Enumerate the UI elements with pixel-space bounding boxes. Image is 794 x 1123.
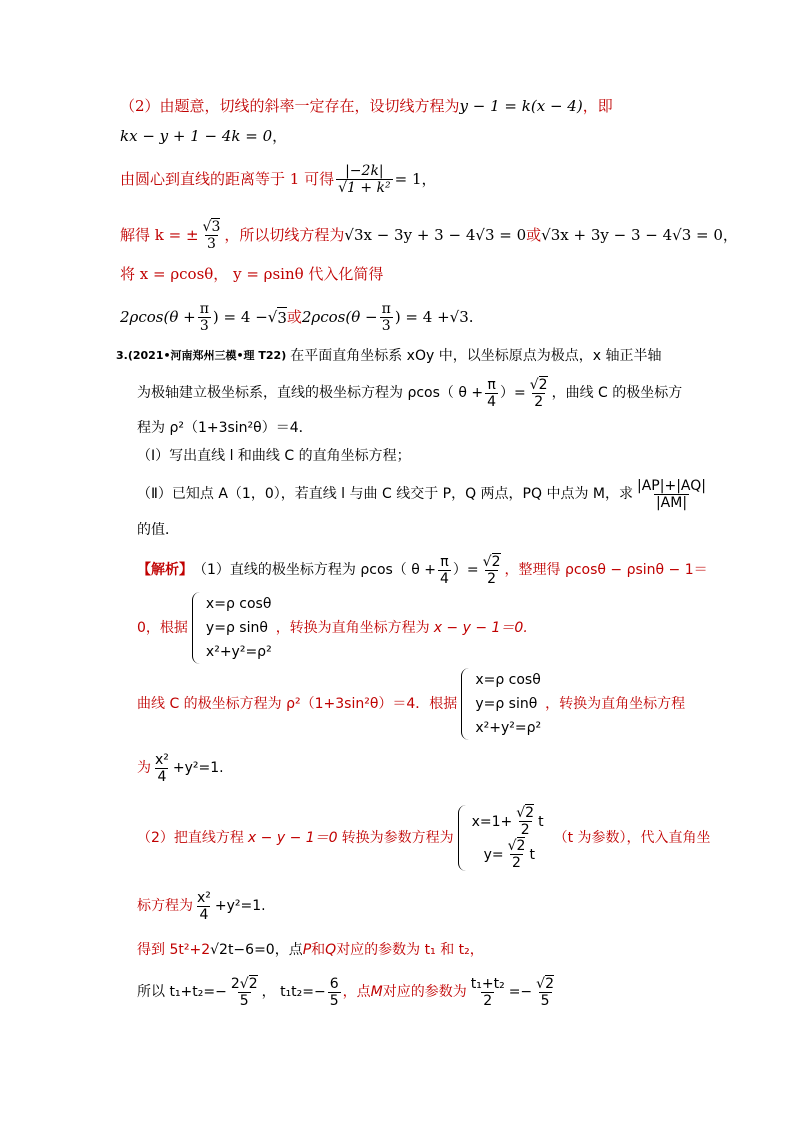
q3-text2c: ，曲线 C 的极坐标方 [551,385,683,401]
system-equations-1: x=ρ cosθ y=ρ sinθ x²+y²=ρ² [192,592,272,664]
sqrt2-over-2-a: $\frac{√2}{2}$ [482,553,501,587]
dist-den: 1 + k² [347,179,391,196]
curve-result-tail: +y²=1. [172,760,224,776]
solve-den: 3 [206,235,216,252]
q3-ratio-den: |AM| [655,494,688,511]
std-line [137,886,266,926]
get-Q: Q [325,942,337,958]
part2-then: ，即 [582,97,613,115]
param-system: x=1+ $\frac{√2}{2}$ t y= $\frac{√2}{2}$ t [458,805,544,871]
part2-comma: ， [272,127,288,145]
sum-line [137,970,558,1014]
solve-line: 解得 k = ± $\frac{√3}{3}$ ，所以切线方程为 √ 3x − 3y + 3 − 4 √ 3 = 0 或 √ 3x + 3y − 3 − 4 √ 3 = 0， [120,218,738,252]
polar-eq1-end: 3 [277,308,287,327]
tangent1-end: 3 = 0 [484,226,527,244]
pi-over-4-q: $\frac{\pi}{4}$ [487,376,497,410]
polar-eq2-lead: 2ρcos(θ − [301,308,378,326]
tangent2-end: 3 = 0， [681,226,738,244]
analysis-tag: 【解析】 [137,562,193,578]
get-line: 得到 5t²+2 √ 2t−6=0，点 P 和 Q 对应的参数为 t₁ 和 t₂， [137,942,484,958]
curve-line [137,668,685,740]
curve-result-line [137,748,224,788]
pi-over-3-b: $\frac{\pi}{3}$ [381,300,391,334]
system-equations-2: x=ρ cosθ y=ρ sinθ x²+y²=ρ² [461,668,541,740]
q3-part1: （Ⅰ）写出直线 l 和曲线 C 的直角坐标方程； [137,448,411,464]
substitute-text: 将 x = ρcosθ， y = ρsinθ 代入化简得 [120,265,384,283]
polar-eq2-tail: ) = 4 + [394,308,450,326]
polar-eq2-end: 3. [459,308,474,326]
dist-text: 由圆心到直线的距离等于 1 可得 [120,170,335,188]
analysis1c: ，整理得 ρcosθ − ρsinθ − 1＝ [504,562,708,578]
tangent2: 3x + 3y − 3 − 4 [550,226,673,244]
get-and: 和 [311,942,326,958]
q3-text2a: 为极轴建立极坐标系，直线的极坐标方程为 ρcos（ θ + [137,385,484,401]
part2b-a: （2）把直线方程 [137,830,244,846]
or2-text: 或 [286,308,302,326]
q3-part1-line [137,446,411,466]
dist-fraction: $\frac{|-2k|}{\text{√1 + k²}}$ [338,162,391,196]
sum-pre: 所以 t₁+t₂=− [137,984,227,1000]
brace-icon [461,668,472,740]
get-text-c: 对应的参数为 t₁ 和 t₂， [336,942,484,958]
q3-text1: 在平面直角坐标系 xOy 中，以坐标原点为极点，x 轴正半轴 [290,348,662,364]
brace-icon [458,805,469,871]
part2b-b: 转换为参数方程为 [341,830,454,846]
curve-text-b: ，转换为直角坐标方程 [545,696,686,712]
polar-eq1-lead: 2ρcos(θ + [120,308,196,326]
get-P: P [302,942,312,958]
std-pre: 标方程为 [137,898,193,914]
analysis-line2 [137,592,528,664]
q3-part2a: （Ⅱ）已知点 A（1，0），若直线 l 与曲 C 线交于 P，Q 两点，PQ 中点为 M，求 [137,486,634,502]
analysis1b: ）= [452,562,479,578]
q3-number: 3. [116,349,128,362]
q3-ratio [635,478,708,511]
or-text: 或 [526,226,542,244]
q3-ratio-num: |AP|+|AQ| [637,477,706,494]
m-text: ，点 [342,984,371,1000]
get-text-a: 得到 5t²+2 [137,942,211,958]
analysis2a: 0，根据 [137,620,188,636]
param-line [137,798,711,878]
curve-text-a: 曲线 C 的极坐标方程为 ρ²（1+3sin²θ）＝4．根据 [137,696,458,712]
prod-pre: ， t₁t₂=− [261,984,326,1000]
m-result-fraction: $\frac{√2}{5}$ [536,975,555,1009]
solve-num: 3 [211,218,221,235]
substitute-line [120,264,383,284]
m-eq: =− [508,984,533,1000]
part2-eq2-line [120,126,287,146]
part2-intro: （2）由题意，切线的斜率一定存在，设切线方程为 [120,97,460,115]
x2-over-4-b: $\frac{\text{x²}}{4}$ [197,889,211,923]
curve-result-pre: 为 [137,760,151,776]
line-cartesian: x − y − 1＝0. [433,620,528,636]
dist-tail: = 1， [394,170,437,188]
solve-mid: ，所以切线方程为 [224,226,345,244]
pi-over-4-a: $\frac{\pi}{4}$ [440,553,449,587]
q3-part2b: 的值． [137,522,179,538]
get-text-b: 2t−6=0，点 [219,942,303,958]
std-tail: +y²=1. [214,898,266,914]
x2-over-4: $\frac{\text{x²}}{4}$ [155,751,169,785]
sqrt2-over-2-q: $\frac{√2}{2}$ [529,376,548,410]
part2-eq2: kx − y + 1 − 4k = 0 [120,127,273,145]
q3-part2-line [137,474,710,514]
dist-num: |−2k| [345,162,384,179]
part2-intro-line [120,96,613,116]
m-text2: 对应的参数为 [382,984,467,1000]
polar-result-line: 2ρcos(θ + $\frac{\pi}{3}$ ) = 4 − √ 3 或 2ρcos(θ − $\frac{\pi}{3}$ ) = 4 + √ 3. [120,300,474,334]
q3-source: (2021•河南郑州三模•理 T22) [127,349,287,362]
analysis2b: ，转换为直角坐标方程为 [275,620,430,636]
distance-line [120,160,437,198]
solve-prefix: 解得 k = ± [120,226,199,244]
q3-line2 [137,374,682,412]
prod-fraction: $\frac{6}{5}$ [329,975,339,1009]
polar-eq1-tail: ) = 4 − [212,308,268,326]
part2b-c: （t 为参数），代入直角坐 [553,830,711,846]
q3-line1 [116,346,661,366]
tangent1: 3x − 3y + 3 − 4 [353,226,476,244]
m-fraction: $\frac{\text{t₁+t₂}}{2}$ [470,975,505,1009]
part2-eq1: y − 1 = k(x − 4) [459,97,583,115]
q3-line3 [137,418,313,438]
q3-text2b: ）= [500,385,526,401]
analysis-line1 [137,550,708,590]
part2b-line: x − y − 1＝0 [247,830,338,846]
q3-text3: 程为 ρ²（1+3sin²θ）＝4． [137,420,313,436]
q3-part2-end-line [137,520,179,540]
brace-icon [192,592,203,664]
sum-fraction: $\frac{2√2}{5}$ [230,975,258,1009]
pi-over-3-a: $\frac{\pi}{3}$ [199,300,209,334]
analysis1a: （1）直线的极坐标方程为 ρcos（ θ + [193,562,436,578]
solve-fraction: $\frac{√3}{3}$ [202,218,221,252]
m-M: M [370,984,383,1000]
